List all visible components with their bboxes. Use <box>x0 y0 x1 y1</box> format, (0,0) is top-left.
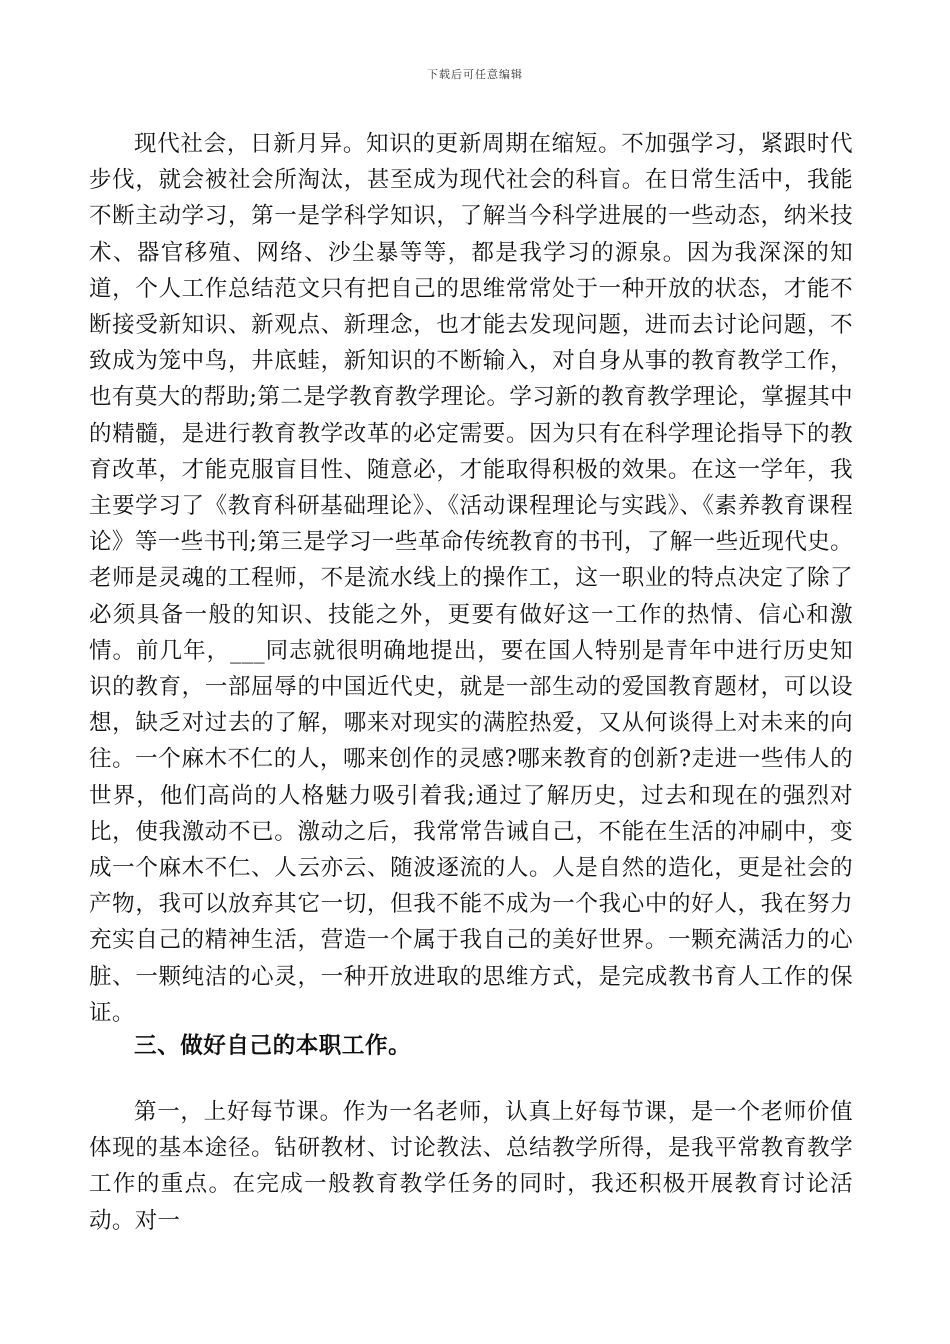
body-paragraph-learning: 现代社会，日新月异。知识的更新周期在缩短。不加强学习，紧跟时代步伐，就会被社会所淘汰，甚至成为现代社会的科盲。在日常生活中，我能不断主动学习，第一是学科学知识，了解当今科学进展的一些动态，纳米技术、器官移殖、网络、沙尘暴等等，都是我学习的源泉。因为我深深的知道，个人工作总结范文只有把自己的思维常常处于一种开放的状态，才能不断接受新知识、新观点、新理念，也才能去发现问题，进而去讨论问题，不致成为笼中鸟，井底蛙，新知识的不断输入，对自身从事的教育教学工作，也有莫大的帮助;第二是学教育教学理论。学习新的教育教学理论，掌握其中的精髓，是进行教育教学改革的必定需要。因为只有在科学理论指导下的教育改革，才能克服盲目性、随意必，才能取得积极的效果。在这一学年，我主要学习了《教育科研基础理论》、《活动课程理论与实践》、《素养教育课程论》等一些书刊;第三是学习一些革命传统教育的书刊，了解一些近现代史。老师是灵魂的工程师，不是流水线上的操作工，这一职业的特点决定了除了必须具备一般的知识、技能之外，更要有做好这一工作的热情、信心和激情。前几年，___同志就很明确地提出，要在国人特别是青年中进行历史知识的教育，一部屈辱的中国近代史，就是一部生动的爱国教育题材，可以设想，缺乏对过去的了解，哪来对现实的满腔热爱，又从何谈得上对未来的向往。一个麻木不仁的人，哪来创作的灵感?哪来教育的创新?走进一些伟人的世界，他们高尚的人格魅力吸引着我;通过了解历史，过去和现在的强烈对比，使我激动不已。激动之后，我常常告诫自己，不能在生活的冲刷中，变成一个麻木不仁、人云亦云、随波逐流的人。人是自然的造化，更是社会的产物，我可以放弃其它一切，但我不能不成为一个我心中的好人，我在努力充实自己的精神生活，营造一个属于我自己的美好世界。一颗充满活力的心脏、一颗纯洁的心灵，一种开放进取的思维方式，是完成教书育人工作的保证。 <box>89 131 853 1026</box>
page-header-note: 下载后可任意编辑 <box>427 68 523 81</box>
body-paragraph-lessons: 第一，上好每节课。作为一名老师，认真上好每节课，是一个老师价值体现的基本途径。钻研教材、讨论教法、总结教学所得，是我平常教育教学工作的重点。在完成一般教育教学任务的同时，我还积极开展教育讨论活动。对一 <box>89 1099 853 1234</box>
section-heading: 三、做好自己的本职工作。 <box>134 1033 412 1059</box>
